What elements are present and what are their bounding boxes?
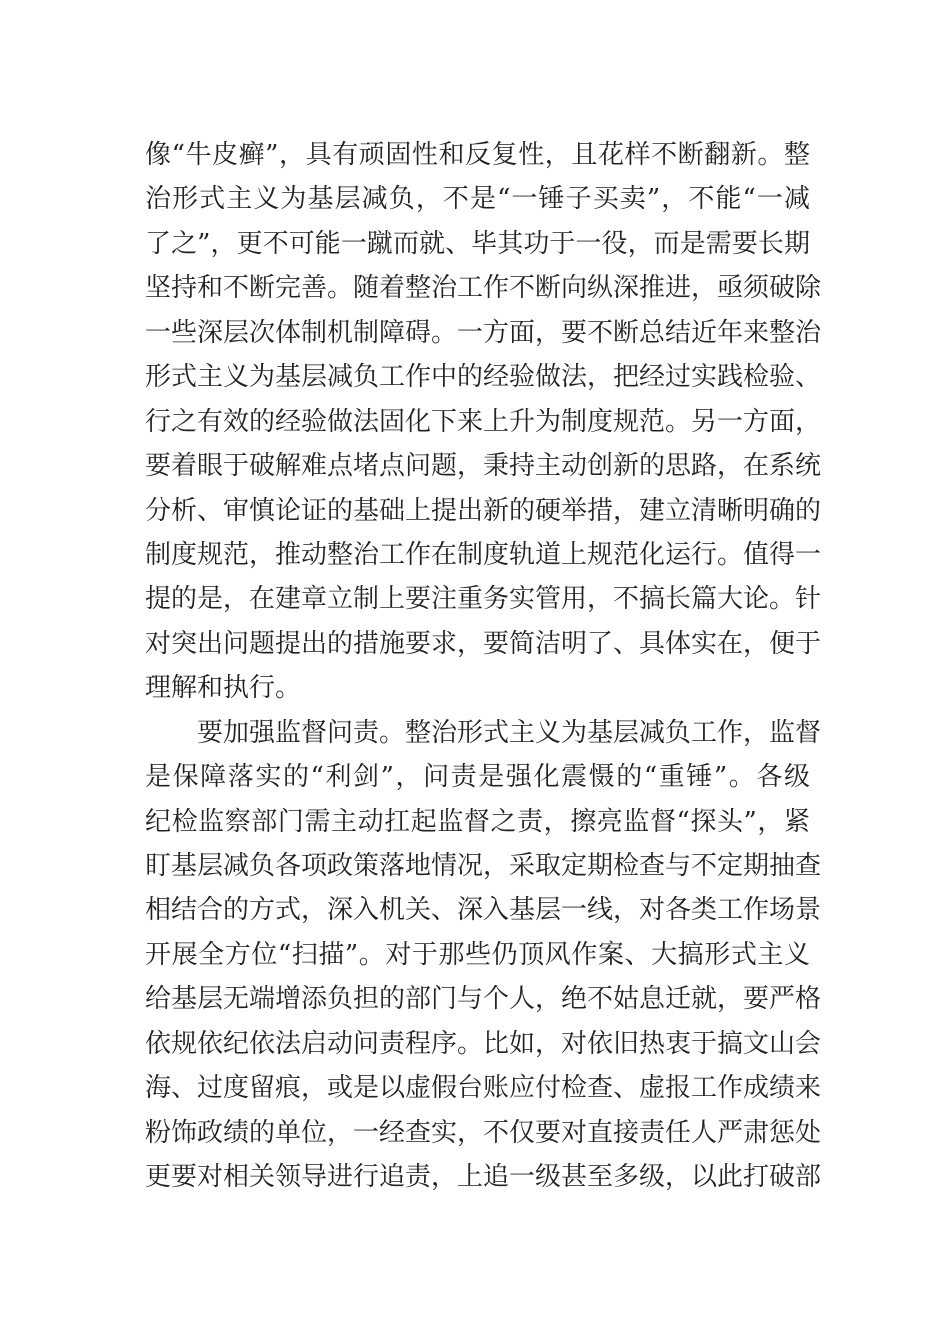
text-line: 给基层无端增添负担的部门与个人，绝不姑息迁就，要严格 [145,984,822,1015]
text-line: 要加强监督问责。整治形式主义为基层减负工作，监督 [197,717,822,748]
text-line: 依规依纪依法启动问责程序。比如，对依旧热衷于搞文山会 [145,1028,822,1059]
text-line: 像“牛皮癣”，具有顽固性和反复性，且花样不断翻新。整 [145,140,810,170]
text-line: 形式主义为基层减负工作中的经验做法，把经过实践检验、 [145,362,822,393]
text-line: 更要对相关领导进行追责，上追一级甚至多级，以此打破部 [145,1162,822,1193]
text-line: 要着眼于破解难点堵点问题，秉持主动创新的思路，在系统 [145,451,822,482]
text-line: 理解和执行。 [145,673,302,704]
text-line: 提的是，在建章立制上要注重务实管用，不搞长篇大论。针 [145,584,822,615]
text-line: 相结合的方式，深入机关、深入基层一线，对各类工作场景 [145,895,822,926]
text-line: 分析、审慎论证的基础上提出新的硬举措，建立清晰明确的 [145,495,822,526]
paragraph [145,133,822,711]
body-text [145,133,822,1200]
paragraph [145,711,822,1200]
text-line: 坚持和不断完善。随着整治工作不断向纵深推进，亟须破除 [145,273,822,304]
text-line: 了之”，更不可能一蹴而就、毕其功于一役，而是需要长期 [145,228,810,259]
text-line: 制度规范，推动整治工作在制度轨道上规范化运行。值得一 [145,539,822,570]
text-line: 对突出问题提出的措施要求，要简洁明了、具体实在，便于 [145,628,822,659]
text-line: 开展全方位“扫描”。对于那些仍顶风作案、大搞形式主义 [145,939,810,970]
text-line: 治形式主义为基层减负，不是“一锤子买卖”，不能“一减 [145,184,810,215]
text-line: 一些深层次体制机制障碍。一方面，要不断总结近年来整治 [145,317,822,348]
text-line: 粉饰政绩的单位，一经查实，不仅要对直接责任人严肃惩处 [145,1117,822,1148]
text-line: 海、过度留痕，或是以虚假台账应付检查、虚报工作成绩来 [145,1073,822,1104]
text-line: 是保障落实的“利剑”，问责是强化震慑的“重锤”。各级 [145,762,810,793]
text-line: 纪检监察部门需主动扛起监督之责，擦亮监督“探头”，紧 [145,806,810,837]
text-line: 盯基层减负各项政策落地情况，采取定期检查与不定期抽查 [145,851,822,881]
text-line: 行之有效的经验做法固化下来上升为制度规范。另一方面， [145,406,822,437]
